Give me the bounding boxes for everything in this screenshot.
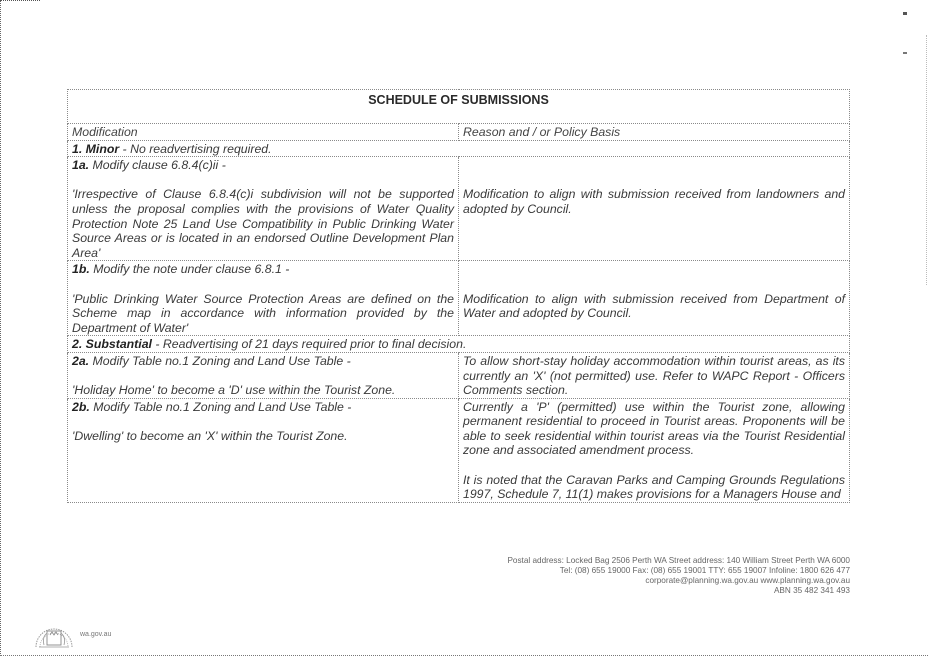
item-heading: Modify the note under clause 6.8.1 - xyxy=(89,262,290,277)
item-text: 'Irrespective of Clause 6.8.4(c)i subdivision will not be supported unless the proposal complies with the provisions of Water Quality Protection Note 25 Land Use Compatibility in Public Drinking Water Source Areas or is located in an endorsed Outline Development Plan Area' xyxy=(72,187,454,260)
column-header-reason: Reason and / or Policy Basis xyxy=(459,124,850,141)
item-text: 'Dwelling' to become an 'X' within the Tourist Zone. xyxy=(72,428,348,443)
item-id: 2b. xyxy=(72,399,90,414)
header-row xyxy=(68,124,850,141)
page-edge-left xyxy=(0,0,3,656)
section-number: 1. Minor xyxy=(72,141,120,156)
footer-web-email: corporate@planning.wa.gov.au www.planning.wa.gov.au xyxy=(645,576,850,585)
section-number: 2. Substantial xyxy=(72,337,152,352)
document-title: SCHEDULE OF SUBMISSIONS xyxy=(68,90,850,124)
section-minor xyxy=(68,140,850,157)
footer-postal-address: Postal address: Locked Bag 2506 Perth WA Street address: 140 William Street Perth WA 6000 xyxy=(507,556,850,565)
reason-cell xyxy=(459,398,850,502)
column-header-modification: Modification xyxy=(68,124,459,141)
footer-address xyxy=(507,556,850,596)
modification-cell xyxy=(68,261,459,336)
item-id: 2a. xyxy=(72,353,90,368)
item-reason: Modification to align with submission received from Department of Water and adopted by Council. xyxy=(463,291,845,321)
modification-cell xyxy=(68,398,459,502)
reason-cell xyxy=(459,157,850,261)
item-id: 1a. xyxy=(72,158,90,173)
table-row xyxy=(68,157,850,261)
table-row xyxy=(68,261,850,336)
logo-text: wa.gov.au xyxy=(80,631,112,638)
table-row xyxy=(68,352,850,398)
title-row xyxy=(68,90,850,124)
page-edge-top xyxy=(0,0,40,2)
footer-abn: ABN 35 482 341 493 xyxy=(773,586,850,595)
item-text: 'Holiday Home' to become a 'D' use within the Tourist Zone. xyxy=(72,383,396,398)
section-substantial xyxy=(68,336,850,353)
reason-cell xyxy=(459,261,850,336)
item-id: 1b. xyxy=(72,262,90,277)
reason-cell xyxy=(459,352,850,398)
section-row xyxy=(68,336,850,353)
table-row xyxy=(68,398,850,502)
item-reason: Modification to align with submission received from landowners and adopted by Council. xyxy=(463,187,845,216)
item-text: 'Public Drinking Water Source Protection Areas are defined on the Scheme map in accordance with information provided by the Department of Water' xyxy=(72,291,454,335)
section-description: - No readvertising required. xyxy=(119,141,272,156)
item-heading: Modify clause 6.8.4(c)ii - xyxy=(89,158,226,173)
schedule-sheet xyxy=(67,89,850,503)
scan-mark xyxy=(903,12,907,15)
footer-phone-numbers: Tel: (08) 655 19000 Fax: (08) 655 19001 TTY: 655 19007 Infoline: 1800 626 477 xyxy=(559,566,850,575)
item-heading: Modify Table no.1 Zoning and Land Use Table - xyxy=(89,353,351,368)
item-reason-note: It is noted that the Caravan Parks and Camping Grounds Regulations 1997, Schedule 7, 11(1) makes provisions for a Managers House and xyxy=(463,472,845,502)
item-reason: Currently a 'P' (permitted) use within the Tourist zone, allowing permanent residential to proceed in Tourist areas. Proponents will be able to seek residential within tourist areas via the Tourist Residential zone and associated amendment process. xyxy=(463,399,845,458)
schedule-table xyxy=(67,89,850,503)
item-reason: To allow short-stay holiday accommodation within tourist areas, as its currently an 'X' (not permitted) use. Refer to WAPC Report - Officers Comments section. xyxy=(463,353,845,398)
modification-cell xyxy=(68,352,459,398)
page-edge-right xyxy=(925,35,927,285)
wa-government-crest-icon xyxy=(33,614,75,648)
item-heading: Modify Table no.1 Zoning and Land Use Table - xyxy=(89,399,352,414)
scan-mark xyxy=(903,52,907,54)
section-row xyxy=(68,140,850,157)
section-description: - Readvertising of 21 days required prior to final decision. xyxy=(151,337,467,352)
modification-cell xyxy=(68,157,459,261)
